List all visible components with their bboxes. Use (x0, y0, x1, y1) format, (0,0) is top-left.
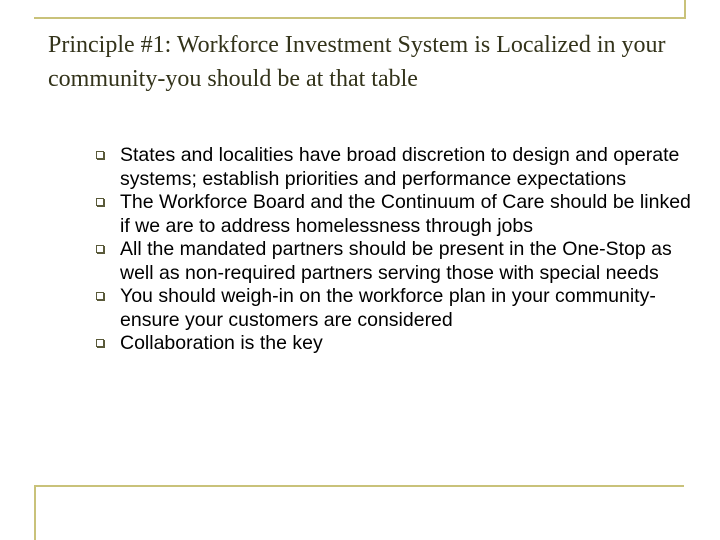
bullet-item (96, 238, 696, 285)
bullet-text: The Workforce Board and the Continuum of Care should be linked if we are to address homelessness through jobs (120, 191, 691, 237)
bullet-list (96, 144, 696, 356)
hollow-square-bullet-icon (96, 151, 104, 159)
bottom-bracket-divider (34, 485, 36, 540)
slide-title: Principle #1: Workforce Investment System is Localized in your community-you should be at that table (48, 32, 666, 92)
bullet-item (96, 285, 696, 332)
hollow-square-bullet-icon (96, 292, 104, 300)
hollow-square-bullet-icon (96, 198, 104, 206)
hollow-square-bullet-icon (96, 339, 104, 347)
bottom-rule-divider (34, 485, 684, 487)
bullet-item (96, 144, 696, 191)
bullet-text: Collaboration is the key (120, 332, 323, 354)
bullet-item (96, 191, 696, 238)
bullet-text: All the mandated partners should be present in the One-Stop as well as non-required partners serving those with special needs (120, 238, 672, 284)
bullet-text: States and localities have broad discretion to design and operate systems; establish priorities and performance expectations (120, 144, 680, 190)
bullet-text: You should weigh-in on the workforce plan in your community-ensure your customers are considered (120, 285, 656, 331)
top-rule-divider (34, 17, 684, 19)
bullet-item (96, 332, 696, 356)
top-bracket-divider (684, 0, 686, 19)
hollow-square-bullet-icon (96, 245, 104, 253)
